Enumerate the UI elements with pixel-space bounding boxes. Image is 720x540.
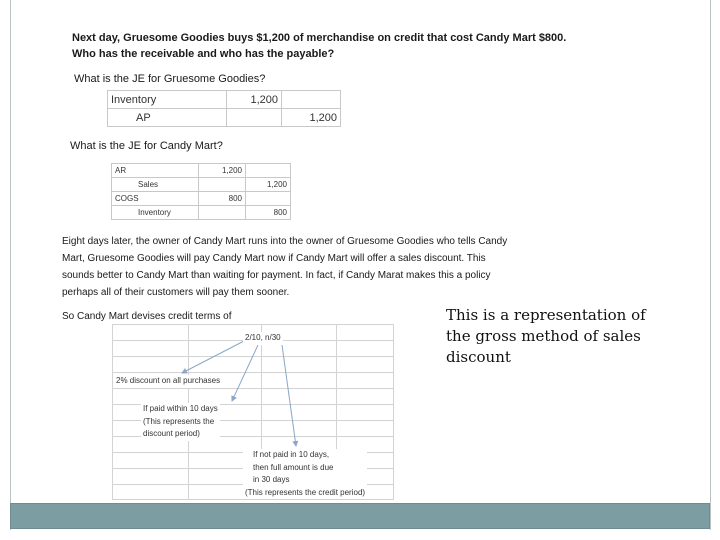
debit-cell: 800 bbox=[199, 192, 246, 206]
credit-terms-intro: So Candy Mart devises credit terms of bbox=[62, 311, 232, 322]
discount-period-line: discount period) bbox=[143, 429, 200, 438]
credit-terms-label: 2/10, n/30 bbox=[243, 332, 283, 345]
credit-period-label bbox=[243, 449, 367, 499]
je-gruesome-goodies-question: What is the JE for Gruesome Goodies? bbox=[74, 73, 266, 85]
discount-period-line: (This represents the bbox=[143, 416, 215, 426]
arrow-to-within bbox=[232, 345, 258, 401]
paragraph-line: perhaps all of their customers will pay them sooner. bbox=[62, 287, 290, 298]
question-receivable-payable: Next day, Gruesome Goodies buys $1,200 of merchandise on credit that cost Candy Mart $800. Who has the receivable and who has the payable? bbox=[72, 32, 567, 60]
account-cell: Inventory bbox=[112, 206, 199, 220]
je-candy-mart-question: What is the JE for Candy Mart? bbox=[70, 140, 223, 152]
account-cell: AP bbox=[108, 109, 227, 127]
discount-period-line: If paid within 10 days bbox=[143, 404, 218, 413]
gross-method-note: This is a representation of the gross method of sales discount bbox=[446, 306, 646, 366]
arrow-to-discount bbox=[182, 341, 244, 373]
credit-period-line: then full amount is due bbox=[253, 462, 334, 472]
credit-cell: 1,200 bbox=[246, 178, 291, 192]
debit-cell: 1,200 bbox=[227, 91, 282, 109]
credit-period-line: in 30 days bbox=[253, 475, 290, 484]
account-cell: AR bbox=[112, 164, 199, 178]
account-cell: Inventory bbox=[108, 91, 227, 109]
slide-footer-bar bbox=[10, 503, 710, 529]
credit-period-line: (This represents the credit period) bbox=[245, 487, 366, 497]
credit-cell: 800 bbox=[246, 206, 291, 220]
credit-period-line: If not paid in 10 days, bbox=[253, 450, 330, 459]
account-cell: COGS bbox=[112, 192, 199, 206]
credit-cell: 1,200 bbox=[282, 109, 341, 127]
debit-cell: 1,200 bbox=[199, 164, 246, 178]
discount-label: 2% discount on all purchases bbox=[114, 375, 222, 388]
discount-period-label bbox=[141, 403, 220, 441]
arrow-to-notpaid bbox=[282, 345, 296, 446]
paragraph-line: Eight days later, the owner of Candy Mart runs into the owner of Gruesome Goodies who tells Candy bbox=[62, 236, 508, 247]
account-cell: Sales bbox=[112, 178, 199, 192]
paragraph-line: Mart, Gruesome Goodies will pay Candy Mart now if Candy Mart will offer a sales discount. This bbox=[62, 253, 486, 264]
paragraph-line: sounds better to Candy Mart than waiting for payment. In fact, if Candy Marat makes this a policy bbox=[62, 270, 491, 281]
